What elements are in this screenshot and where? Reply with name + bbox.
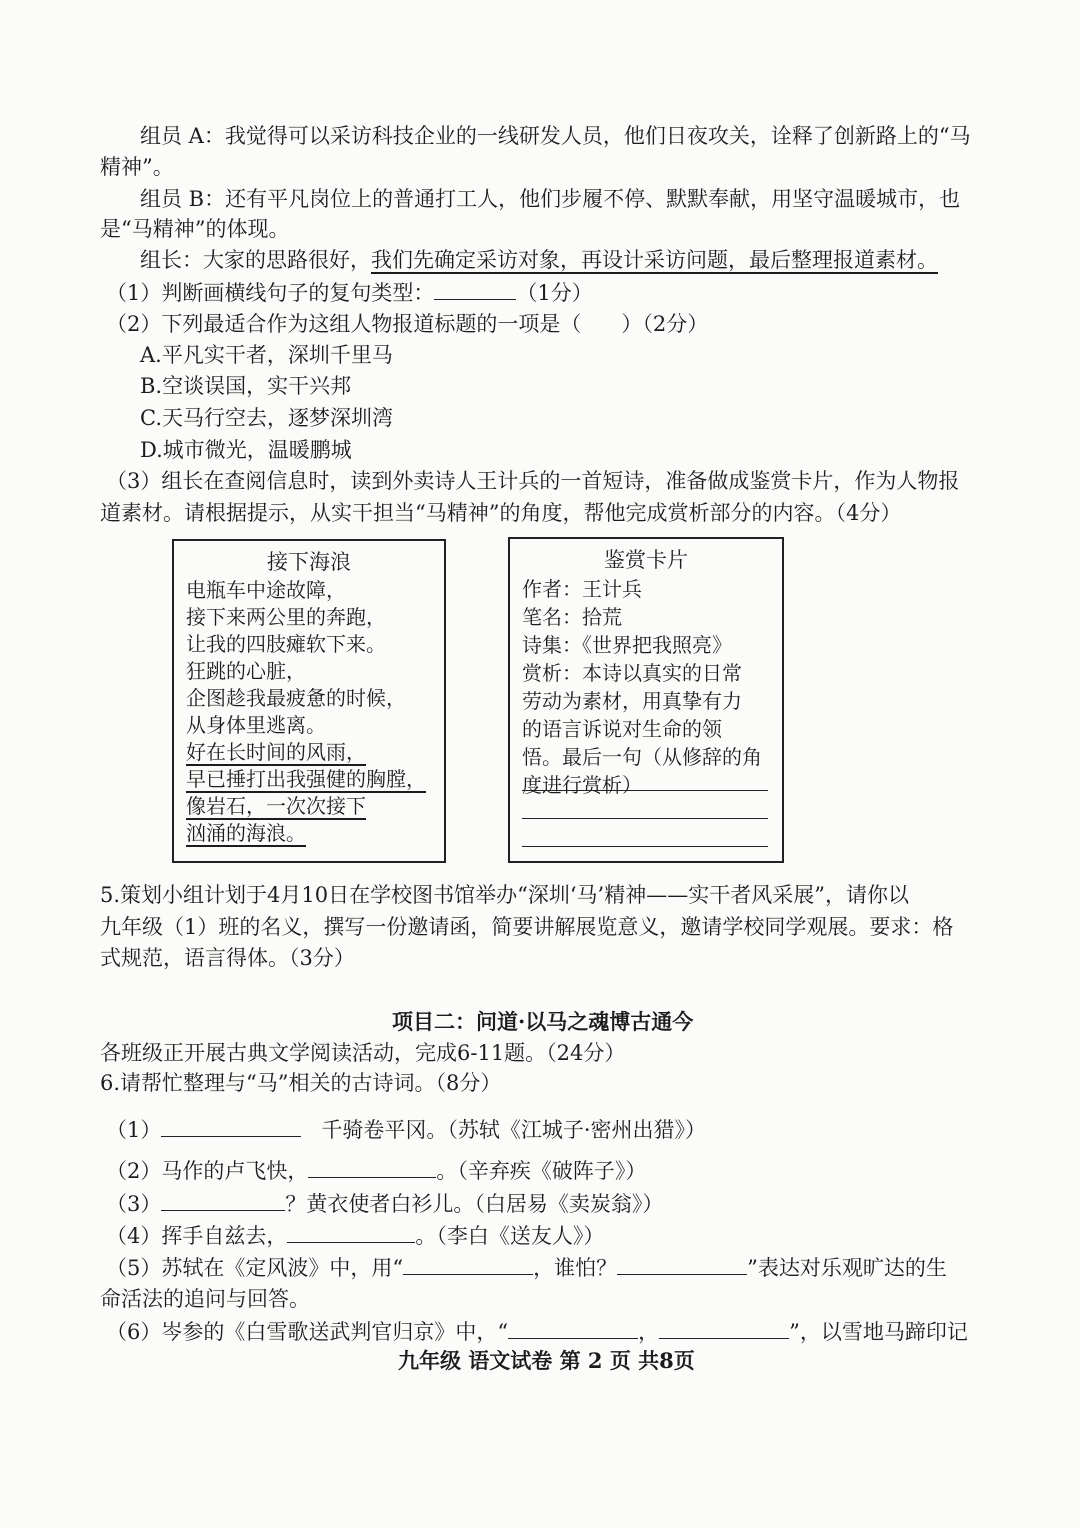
poem-line: 让我的四肢瘫软下来。 (186, 632, 386, 656)
leader-prefix: 组长：大家的思路很好， (140, 248, 371, 272)
poem-underlined-line (174, 766, 444, 793)
q2-option-d: D.城市微光，温暖鹏城 (140, 438, 352, 462)
q2-text: （2）下列最适合作为这组人物报道标题的一项是（ (106, 312, 582, 336)
fill-5-cont: 命活法的追问与回答。 (100, 1287, 310, 1311)
poem-box (172, 539, 446, 863)
member-a-cont: 精神”。 (100, 155, 174, 179)
card-title: 鉴赏卡片 (604, 548, 688, 572)
poem-line: 接下来两公里的奔跑， (186, 605, 386, 629)
poem-underlined-text: 早已捶打出我强健的胸膛， (186, 767, 426, 791)
card-analysis-line: 的语言诉说对生命的领 (522, 717, 722, 741)
poem-underlined-text: 像岩石，一次次接下 (186, 794, 366, 818)
fill-6-blank-a[interactable] (508, 1316, 638, 1339)
poem-underlined-line (174, 820, 444, 847)
poem-underlined-text: 好在长时间的风雨， (186, 740, 366, 764)
q2-score: ）（2分） (621, 312, 709, 336)
fill-5-mid: ，谁怕？ (533, 1256, 618, 1280)
card-analysis-line: 赏析：本诗以真实的日常 (522, 661, 742, 685)
fill-2-head: （2）马作的卢飞快， (106, 1159, 309, 1183)
section-2-title: 项目二：问道·以马之魂博古通今 (392, 1009, 694, 1034)
fill-4-tail: 。（李白《送友人》） (415, 1224, 605, 1248)
fill-5-blank-b[interactable] (617, 1252, 747, 1275)
fill-2-tail: 。（辛弃疾《破阵子》） (436, 1159, 647, 1183)
poem-line: 狂跳的心脏， (186, 659, 306, 683)
fill-1-blank[interactable] (161, 1114, 301, 1137)
poem-title: 接下海浪 (267, 550, 351, 574)
fill-1-num: （1） (106, 1118, 162, 1142)
fill-5 (106, 1252, 947, 1283)
q2-option-b: B.空谈误国，实干兴邦 (140, 374, 352, 398)
page-footer: 九年级 语文试卷 第 2 页 共8页 (398, 1348, 695, 1373)
question-6: 6.请帮忙整理与“马”相关的古诗词。（8分） (100, 1071, 502, 1095)
fill-4-blank[interactable] (287, 1220, 415, 1243)
poem-line: 从身体里逃离。 (186, 713, 326, 737)
appreciation-card (508, 537, 784, 863)
poem-line: 企图趁我最疲惫的时候， (186, 686, 406, 710)
fill-2-blank[interactable] (308, 1155, 436, 1178)
poem-underlined-line (174, 793, 444, 820)
q1-score: （1分） (516, 281, 593, 305)
fill-6 (106, 1316, 968, 1347)
q5-line-1: 5.策划小组计划于4月10日在学校图书馆举办“深圳‘马’精神——实干者风采展”，请你以 (100, 883, 909, 907)
card-author: 作者：王计兵 (522, 577, 642, 601)
q3-line-2: 道素材。请根据提示，从实干担当“马精神”的角度，帮他完成赏析部分的内容。（4分） (100, 501, 902, 525)
card-collection: 诗集：《世界把我照亮》 (522, 633, 732, 657)
fill-6-blank-b[interactable] (659, 1316, 789, 1339)
card-analysis-line: 度进行赏析） (522, 773, 642, 797)
poem-underlined-line (174, 739, 444, 766)
fill-6-head: （6）岑参的《白雪歌送武判官归京》中，“ (106, 1320, 509, 1344)
member-b-line: 组员 B：还有平凡岗位上的普通打工人，他们步履不停、默默奉献，用坚守温暖城市，也 (140, 187, 961, 211)
card-analysis-line: 悟。最后一句（从修辞的角 (522, 745, 762, 769)
fill-2 (106, 1155, 646, 1186)
poem-line: 电瓶车中途故障， (186, 578, 346, 602)
fill-1 (106, 1114, 706, 1145)
question-1 (106, 277, 593, 308)
fill-5-blank-a[interactable] (403, 1252, 533, 1275)
question-2 (106, 309, 708, 339)
q2-option-a: A.平凡实干者，深圳千里马 (140, 343, 393, 367)
q5-line-2: 九年级（1）班的名义，撰写一份邀请函，简要讲解展览意义，邀请学校同学观展。要求：格 (100, 915, 954, 939)
fill-1-tail: 千骑卷平冈。（苏轼《江城子·密州出猎》） (321, 1118, 707, 1142)
member-a-line: 组员 A：我觉得可以采访科技企业的一线研发人员，他们日夜攻关，诠释了创新路上的“马 (140, 124, 971, 148)
fill-3-num: （3） (106, 1192, 162, 1216)
fill-5-tail: ”表达对乐观旷达的生 (747, 1256, 947, 1280)
poem-underlined-text: 汹涌的海浪。 (186, 821, 306, 845)
card-answer-line[interactable] (522, 846, 768, 847)
fill-3 (106, 1188, 663, 1219)
fill-5-head: （5）苏轼在《定风波》中，用“ (106, 1256, 404, 1280)
leader-line (140, 245, 938, 275)
card-pen-name: 笔名：拾荒 (522, 605, 622, 629)
card-answer-line[interactable] (522, 790, 768, 791)
fill-4 (106, 1220, 604, 1251)
q1-answer-blank[interactable] (434, 277, 516, 300)
member-b-cont: 是“马精神”的体现。 (100, 217, 290, 241)
fill-3-blank[interactable] (161, 1188, 285, 1211)
q2-option-c: C.天马行空去，逐梦深圳湾 (140, 406, 393, 430)
fill-3-tail: ？黄衣使者白衫儿。（白居易《卖炭翁》） (285, 1192, 664, 1216)
card-analysis-line: 劳动为素材，用真挚有力 (522, 689, 742, 713)
q1-text: （1）判断画横线句子的复句类型： (106, 281, 435, 305)
q3-line-1: （3）组长在查阅信息时，读到外卖诗人王计兵的一首短诗，准备做成鉴赏卡片，作为人物报 (106, 469, 960, 493)
fill-6-mid: ， (638, 1320, 660, 1344)
fill-4-head: （4）挥手自兹去， (106, 1224, 288, 1248)
q5-line-3: 式规范，语言得体。（3分） (100, 946, 355, 970)
section-2-intro: 各班级正开展古典文学阅读活动，完成6-11题。（24分） (100, 1041, 626, 1065)
leader-underlined-sentence: 我们先确定采访对象，再设计采访问题，最后整理报道素材。 (371, 248, 938, 272)
fill-6-tail: ”，以雪地马蹄印记 (789, 1320, 968, 1344)
card-answer-line[interactable] (522, 818, 768, 819)
